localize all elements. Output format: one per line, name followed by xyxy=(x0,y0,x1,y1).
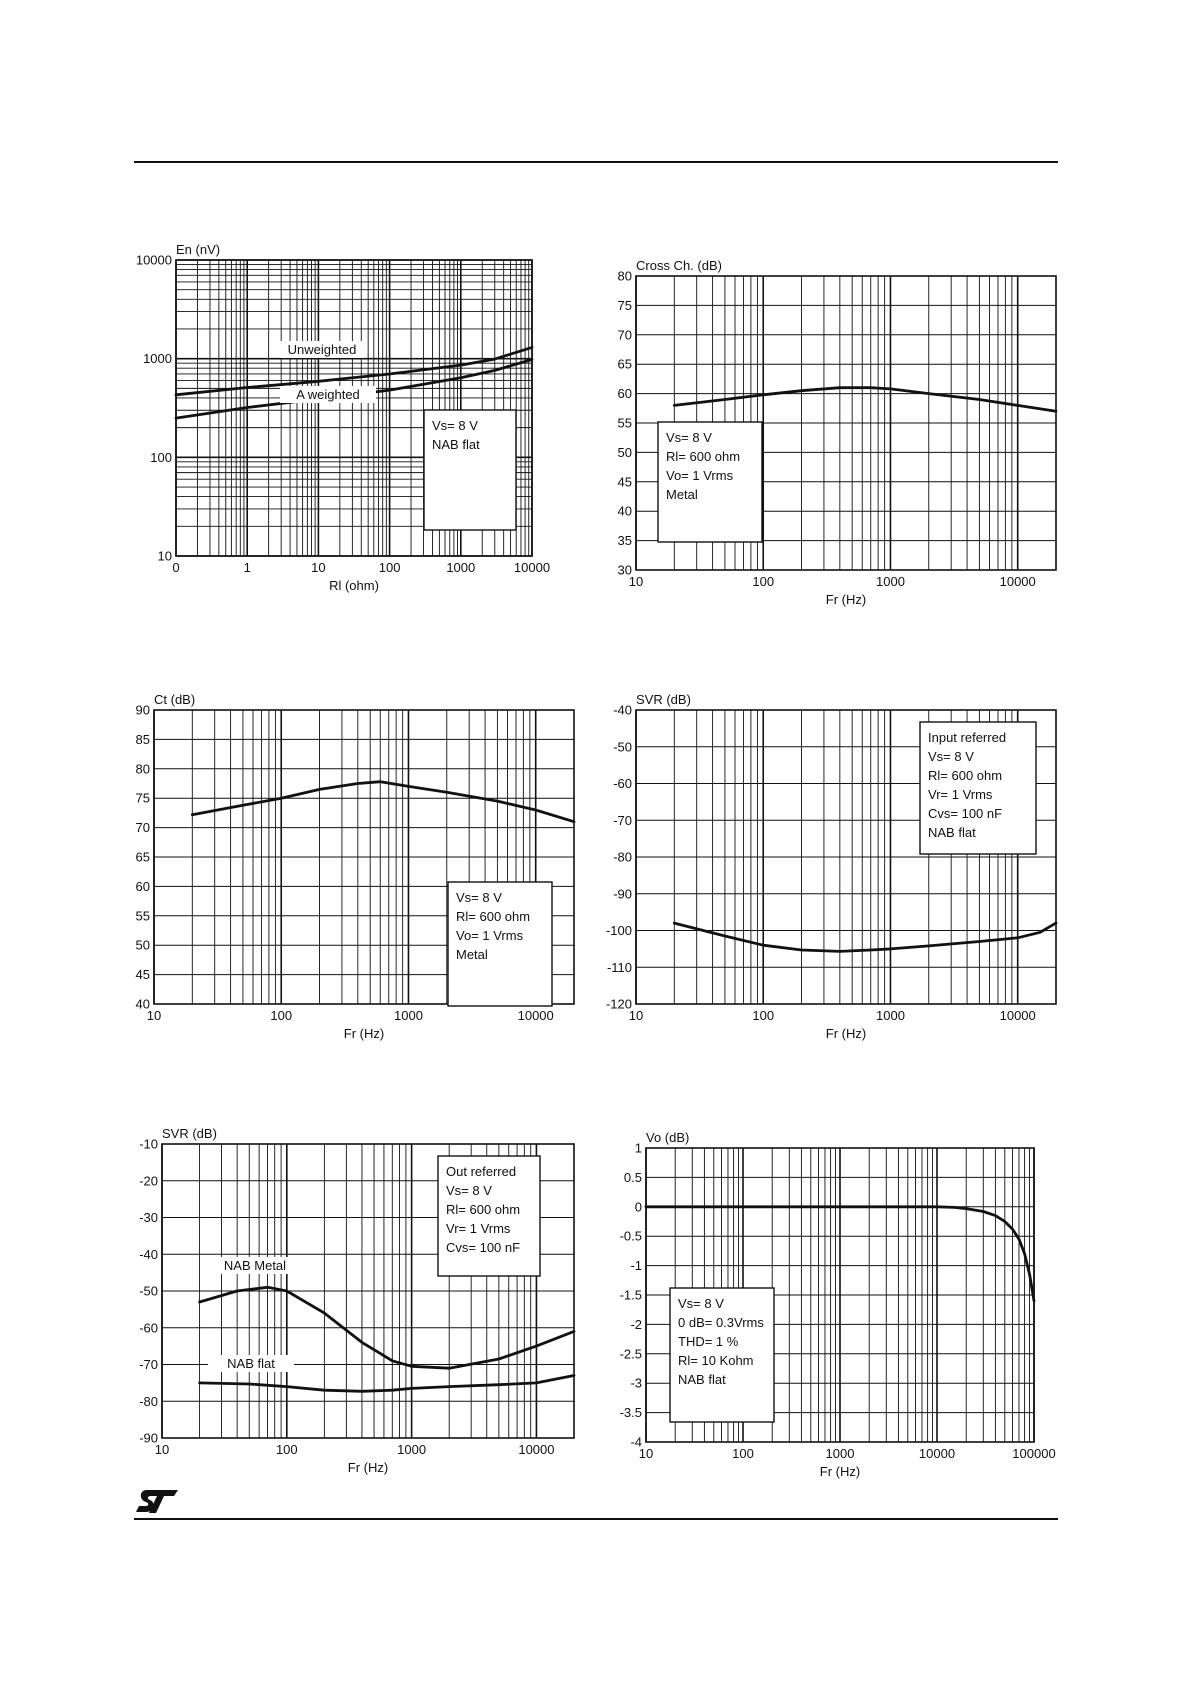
series-label: Unweighted xyxy=(287,342,357,357)
conditions-text: Vo= 1 Vrms xyxy=(666,468,734,483)
y-tick-label: 75 xyxy=(135,790,150,806)
y-tick-label: 10000 xyxy=(135,252,172,268)
conditions-text: THD= 1 % xyxy=(678,1334,739,1349)
x-tick-label: 0 xyxy=(172,560,180,575)
y-tick-label: 40 xyxy=(617,503,632,519)
x-tick-label: 10 xyxy=(628,1008,644,1023)
en-vs-rl-chart xyxy=(130,242,590,630)
y-tick-label: 55 xyxy=(617,415,632,431)
y-tick-label: -4 xyxy=(630,1434,642,1450)
y-tick-label: 60 xyxy=(135,878,150,894)
conditions-text: Vs= 8 V xyxy=(456,890,502,905)
x-tick-label: 1000 xyxy=(876,574,905,589)
x-tick-label: 1 xyxy=(243,560,251,575)
series-label: NAB Metal xyxy=(223,1258,287,1273)
x-tick-label: 10 xyxy=(628,574,644,589)
y-tick-label: -30 xyxy=(139,1210,158,1225)
x-axis-label: Fr (Hz) xyxy=(825,592,867,607)
y-tick-label: -50 xyxy=(139,1283,158,1299)
y-tick-label: -50 xyxy=(613,739,632,755)
y-tick-label: -90 xyxy=(139,1430,158,1446)
series-line-1 xyxy=(674,923,1056,951)
svr-input-referred-chart xyxy=(600,684,1060,1064)
y-tick-label: 70 xyxy=(617,327,632,343)
cross-channel-chart xyxy=(600,250,1060,630)
y-tick-label: -0.5 xyxy=(619,1228,642,1244)
conditions-text: Vr= 1 Vrms xyxy=(446,1221,511,1236)
x-axis-label: Fr (Hz) xyxy=(347,1460,389,1475)
y-tick-label: 90 xyxy=(135,702,150,718)
x-tick-label: 10 xyxy=(311,560,326,575)
y-tick-label: -60 xyxy=(613,776,632,791)
y-tick-label: 85 xyxy=(135,731,150,747)
x-tick-label: 10000 xyxy=(513,560,551,575)
x-tick-label: 10000 xyxy=(517,1008,554,1023)
x-tick-label: 100 xyxy=(752,1008,775,1023)
y-tick-label: 70 xyxy=(135,820,150,836)
y-tick-label: 45 xyxy=(617,474,632,490)
y-axis-label: Vo (dB) xyxy=(646,1130,690,1145)
y-tick-label: 50 xyxy=(617,444,632,460)
series-label: NAB flat xyxy=(227,1356,275,1371)
x-axis-label: Rl (ohm) xyxy=(329,578,379,593)
conditions-text: Metal xyxy=(456,947,488,962)
series-label: A weighted xyxy=(296,387,360,402)
y-tick-label: -70 xyxy=(139,1357,158,1372)
x-tick-label: 100 xyxy=(378,560,401,575)
conditions-text: Cvs= 100 nF xyxy=(446,1240,521,1255)
x-tick-label: 100000 xyxy=(1012,1446,1056,1461)
y-tick-label: 100 xyxy=(150,449,172,465)
x-tick-label: 10000 xyxy=(999,1008,1036,1023)
y-tick-label: 75 xyxy=(617,297,632,313)
y-tick-label: 65 xyxy=(135,849,150,865)
y-tick-label: 30 xyxy=(617,562,632,578)
conditions-text: Vs= 8 V xyxy=(666,430,712,445)
conditions-text: Rl= 600 ohm xyxy=(928,768,1003,783)
y-tick-label: -3 xyxy=(630,1375,642,1391)
y-tick-label: 1000 xyxy=(143,351,172,367)
x-tick-label: 100 xyxy=(275,1442,298,1457)
y-tick-label: -90 xyxy=(613,886,632,902)
conditions-text: Vs= 8 V xyxy=(446,1183,492,1198)
y-tick-label: 0 xyxy=(634,1199,642,1215)
conditions-text: Vs= 8 V xyxy=(432,418,478,433)
x-tick-label: 10 xyxy=(638,1446,654,1461)
conditions-text: NAB flat xyxy=(678,1372,726,1387)
x-tick-label: 10 xyxy=(154,1442,170,1457)
series-line-1 xyxy=(192,782,574,822)
y-axis-label: Ct (dB) xyxy=(154,692,196,707)
y-tick-label: 50 xyxy=(135,937,150,953)
y-tick-label: 0.5 xyxy=(623,1169,642,1185)
conditions-text: Out referred xyxy=(446,1164,517,1179)
y-tick-label: -40 xyxy=(139,1246,158,1262)
y-tick-label: 55 xyxy=(135,908,150,924)
header-rule xyxy=(134,161,1058,163)
conditions-text: Vr= 1 Vrms xyxy=(928,787,993,802)
y-tick-label: 45 xyxy=(135,967,150,983)
x-tick-label: 100 xyxy=(270,1008,293,1023)
y-tick-label: -80 xyxy=(139,1393,158,1409)
y-tick-label: -20 xyxy=(139,1173,158,1189)
footer-rule xyxy=(134,1518,1058,1520)
y-tick-label: -40 xyxy=(613,702,632,718)
conditions-text: Rl= 600 ohm xyxy=(446,1202,521,1217)
y-tick-label: -110 xyxy=(606,959,632,975)
conditions-text: NAB flat xyxy=(928,825,976,840)
vo-frequency-response-chart xyxy=(600,1118,1060,1498)
x-tick-label: 10000 xyxy=(518,1442,555,1457)
conditions-text: Vs= 8 V xyxy=(678,1296,724,1311)
ct-chart xyxy=(130,684,590,1064)
x-tick-label: 100 xyxy=(732,1446,754,1461)
y-tick-label: -2.5 xyxy=(619,1346,642,1362)
y-axis-label: En (nV) xyxy=(176,242,221,257)
x-tick-label: 1000 xyxy=(876,1008,905,1023)
y-tick-label: 60 xyxy=(617,386,632,402)
conditions-text: Cvs= 100 nF xyxy=(928,806,1003,821)
y-tick-label: 10 xyxy=(157,548,172,564)
x-axis-label: Fr (Hz) xyxy=(819,1464,861,1479)
y-axis-label: Cross Ch. (dB) xyxy=(636,258,722,273)
y-tick-label: -10 xyxy=(139,1136,158,1152)
st-logo-icon xyxy=(134,1486,180,1516)
y-tick-label: 80 xyxy=(617,268,632,284)
x-tick-label: 10000 xyxy=(999,574,1036,589)
y-tick-label: 40 xyxy=(135,996,150,1012)
conditions-text: Rl= 600 ohm xyxy=(666,449,741,464)
conditions-text: Vo= 1 Vrms xyxy=(456,928,524,943)
x-tick-label: 1000 xyxy=(397,1442,427,1457)
y-tick-label: 80 xyxy=(135,761,150,777)
conditions-text: Rl= 10 Kohm xyxy=(678,1353,754,1368)
y-axis-label: SVR (dB) xyxy=(636,692,691,707)
y-tick-label: -1.5 xyxy=(619,1287,642,1303)
x-axis-label: Fr (Hz) xyxy=(825,1026,867,1041)
y-tick-label: 1 xyxy=(634,1140,642,1156)
y-tick-label: -70 xyxy=(613,812,632,828)
y-tick-label: 35 xyxy=(617,533,632,549)
y-tick-label: -120 xyxy=(605,996,632,1012)
y-tick-label: -80 xyxy=(613,849,632,865)
y-tick-label: 65 xyxy=(617,356,632,372)
y-tick-label: -3.5 xyxy=(619,1405,642,1421)
conditions-text: Rl= 600 ohm xyxy=(456,909,531,924)
x-tick-label: 10000 xyxy=(918,1446,956,1461)
series-line-1 xyxy=(674,388,1056,412)
y-tick-label: -100 xyxy=(605,923,632,938)
x-axis-label: Fr (Hz) xyxy=(343,1026,385,1041)
x-tick-label: 1000 xyxy=(446,560,476,575)
x-tick-label: 1000 xyxy=(825,1446,855,1461)
y-tick-label: -1 xyxy=(630,1258,642,1274)
x-tick-label: 10 xyxy=(146,1008,162,1023)
x-tick-label: 100 xyxy=(752,574,775,589)
y-axis-label: SVR (dB) xyxy=(162,1126,217,1141)
svr-out-referred-chart xyxy=(130,1118,590,1498)
conditions-text: Vs= 8 V xyxy=(928,749,974,764)
y-tick-label: -2 xyxy=(630,1316,642,1332)
y-tick-label: -60 xyxy=(139,1320,158,1336)
conditions-text: Metal xyxy=(666,487,698,502)
conditions-text: NAB flat xyxy=(432,437,480,452)
x-tick-label: 1000 xyxy=(394,1008,423,1023)
conditions-text: 0 dB= 0.3Vrms xyxy=(678,1315,764,1330)
conditions-text: Input referred xyxy=(928,730,1007,745)
series-line-2 xyxy=(200,1376,574,1392)
